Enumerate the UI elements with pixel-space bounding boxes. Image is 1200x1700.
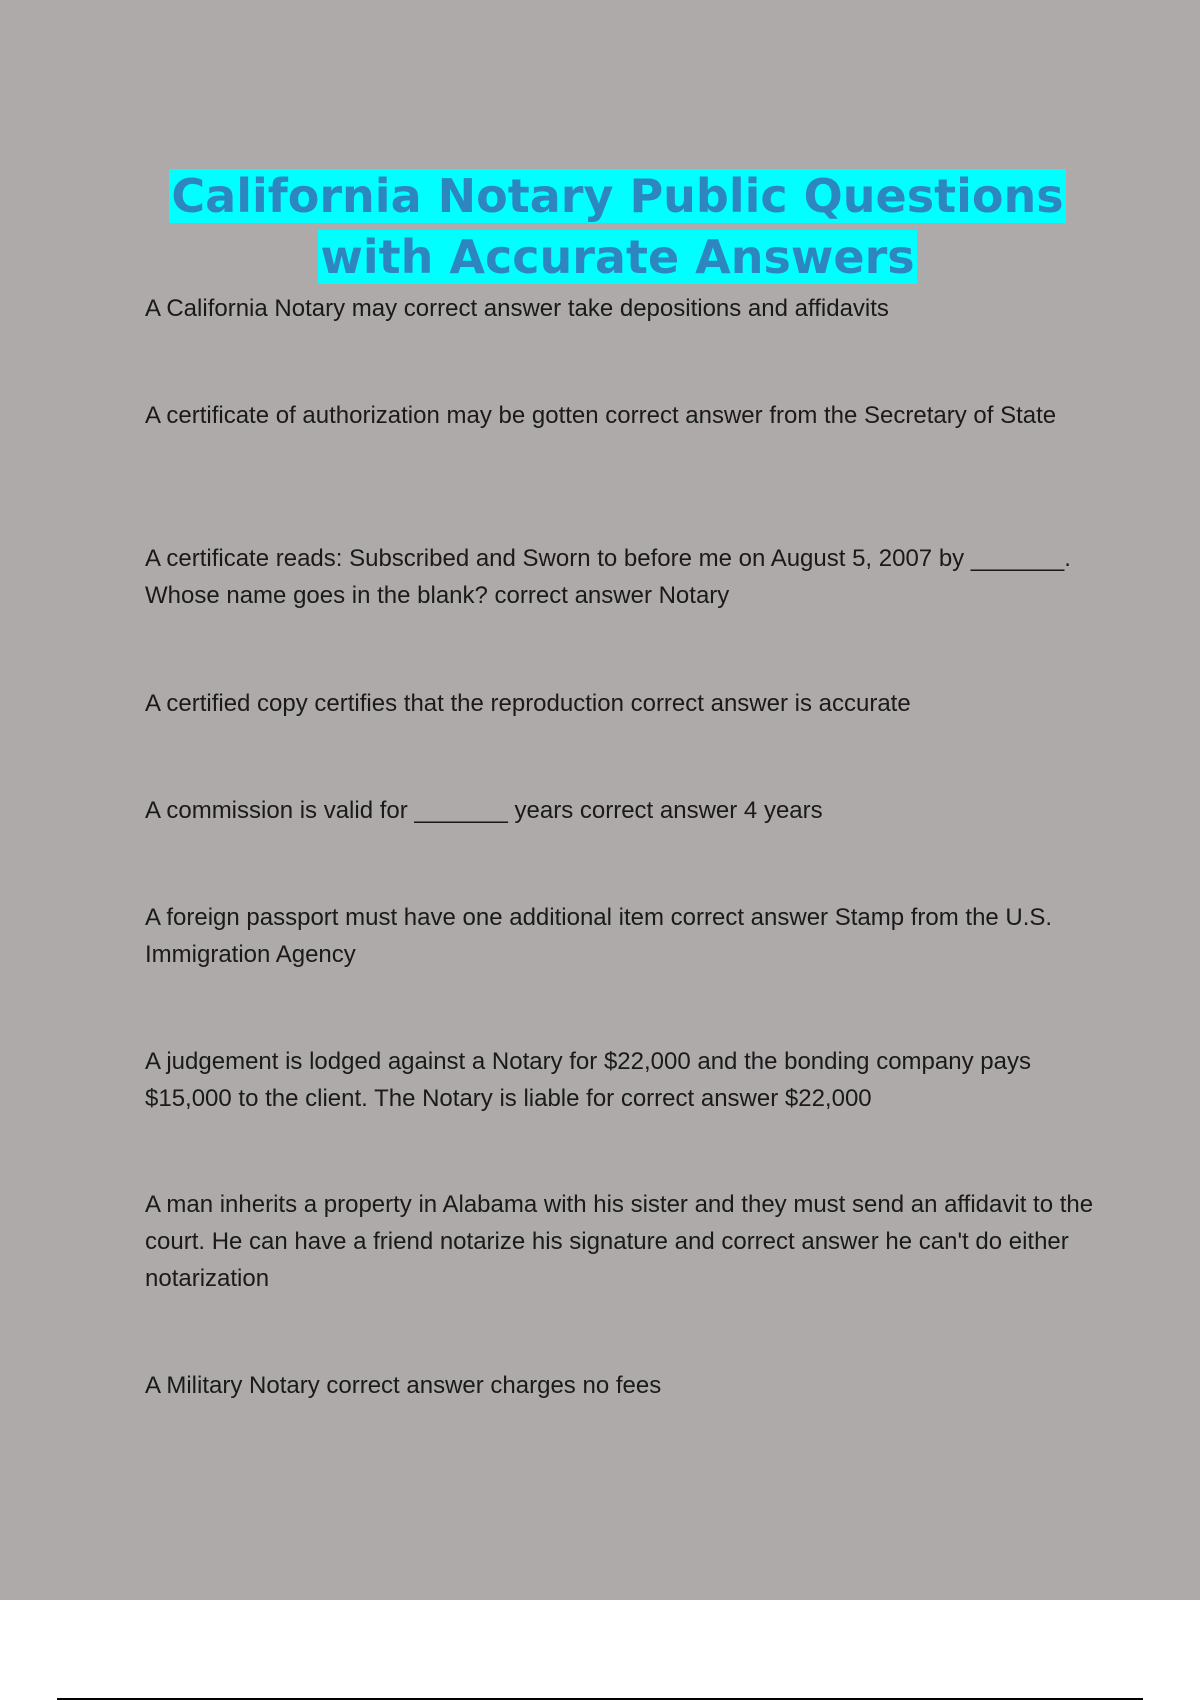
document-title [100, 166, 1135, 288]
qa-entry: A certificate reads: Subscribed and Sworn to before me on August 5, 2007 by _______. Whose name goes in the blank? correct answer Notary [145, 545, 1071, 609]
qa-entry: A California Notary may correct answer take depositions and affidavits [145, 295, 889, 322]
qa-entry: A foreign passport must have one additional item correct answer Stamp from the U.S. Immigration Agency [145, 904, 1053, 968]
qa-entry: A certificate of authorization may be gotten correct answer from the Secretary of State [145, 402, 1057, 429]
qa-entry: A commission is valid for _______ years correct answer 4 years [145, 797, 823, 824]
qa-entry: A man inherits a property in Alabama with his sister and they must send an affidavit to the court. He can have a friend notarize his signature and correct answer he can't do either notarization [145, 1191, 1094, 1292]
qa-entry: A certified copy certifies that the reproduction correct answer is accurate [145, 690, 911, 717]
title-line-1: California Notary Public Questions [171, 169, 1064, 223]
title-line-2: with Accurate Answers [320, 230, 915, 284]
qa-entry: A judgement is lodged against a Notary for $22,000 and the bonding company pays $15,000 to the client. The Notary is liable for correct answer $22,000 [145, 1048, 1031, 1112]
qa-entry: A Military Notary correct answer charges no fees [145, 1372, 662, 1399]
